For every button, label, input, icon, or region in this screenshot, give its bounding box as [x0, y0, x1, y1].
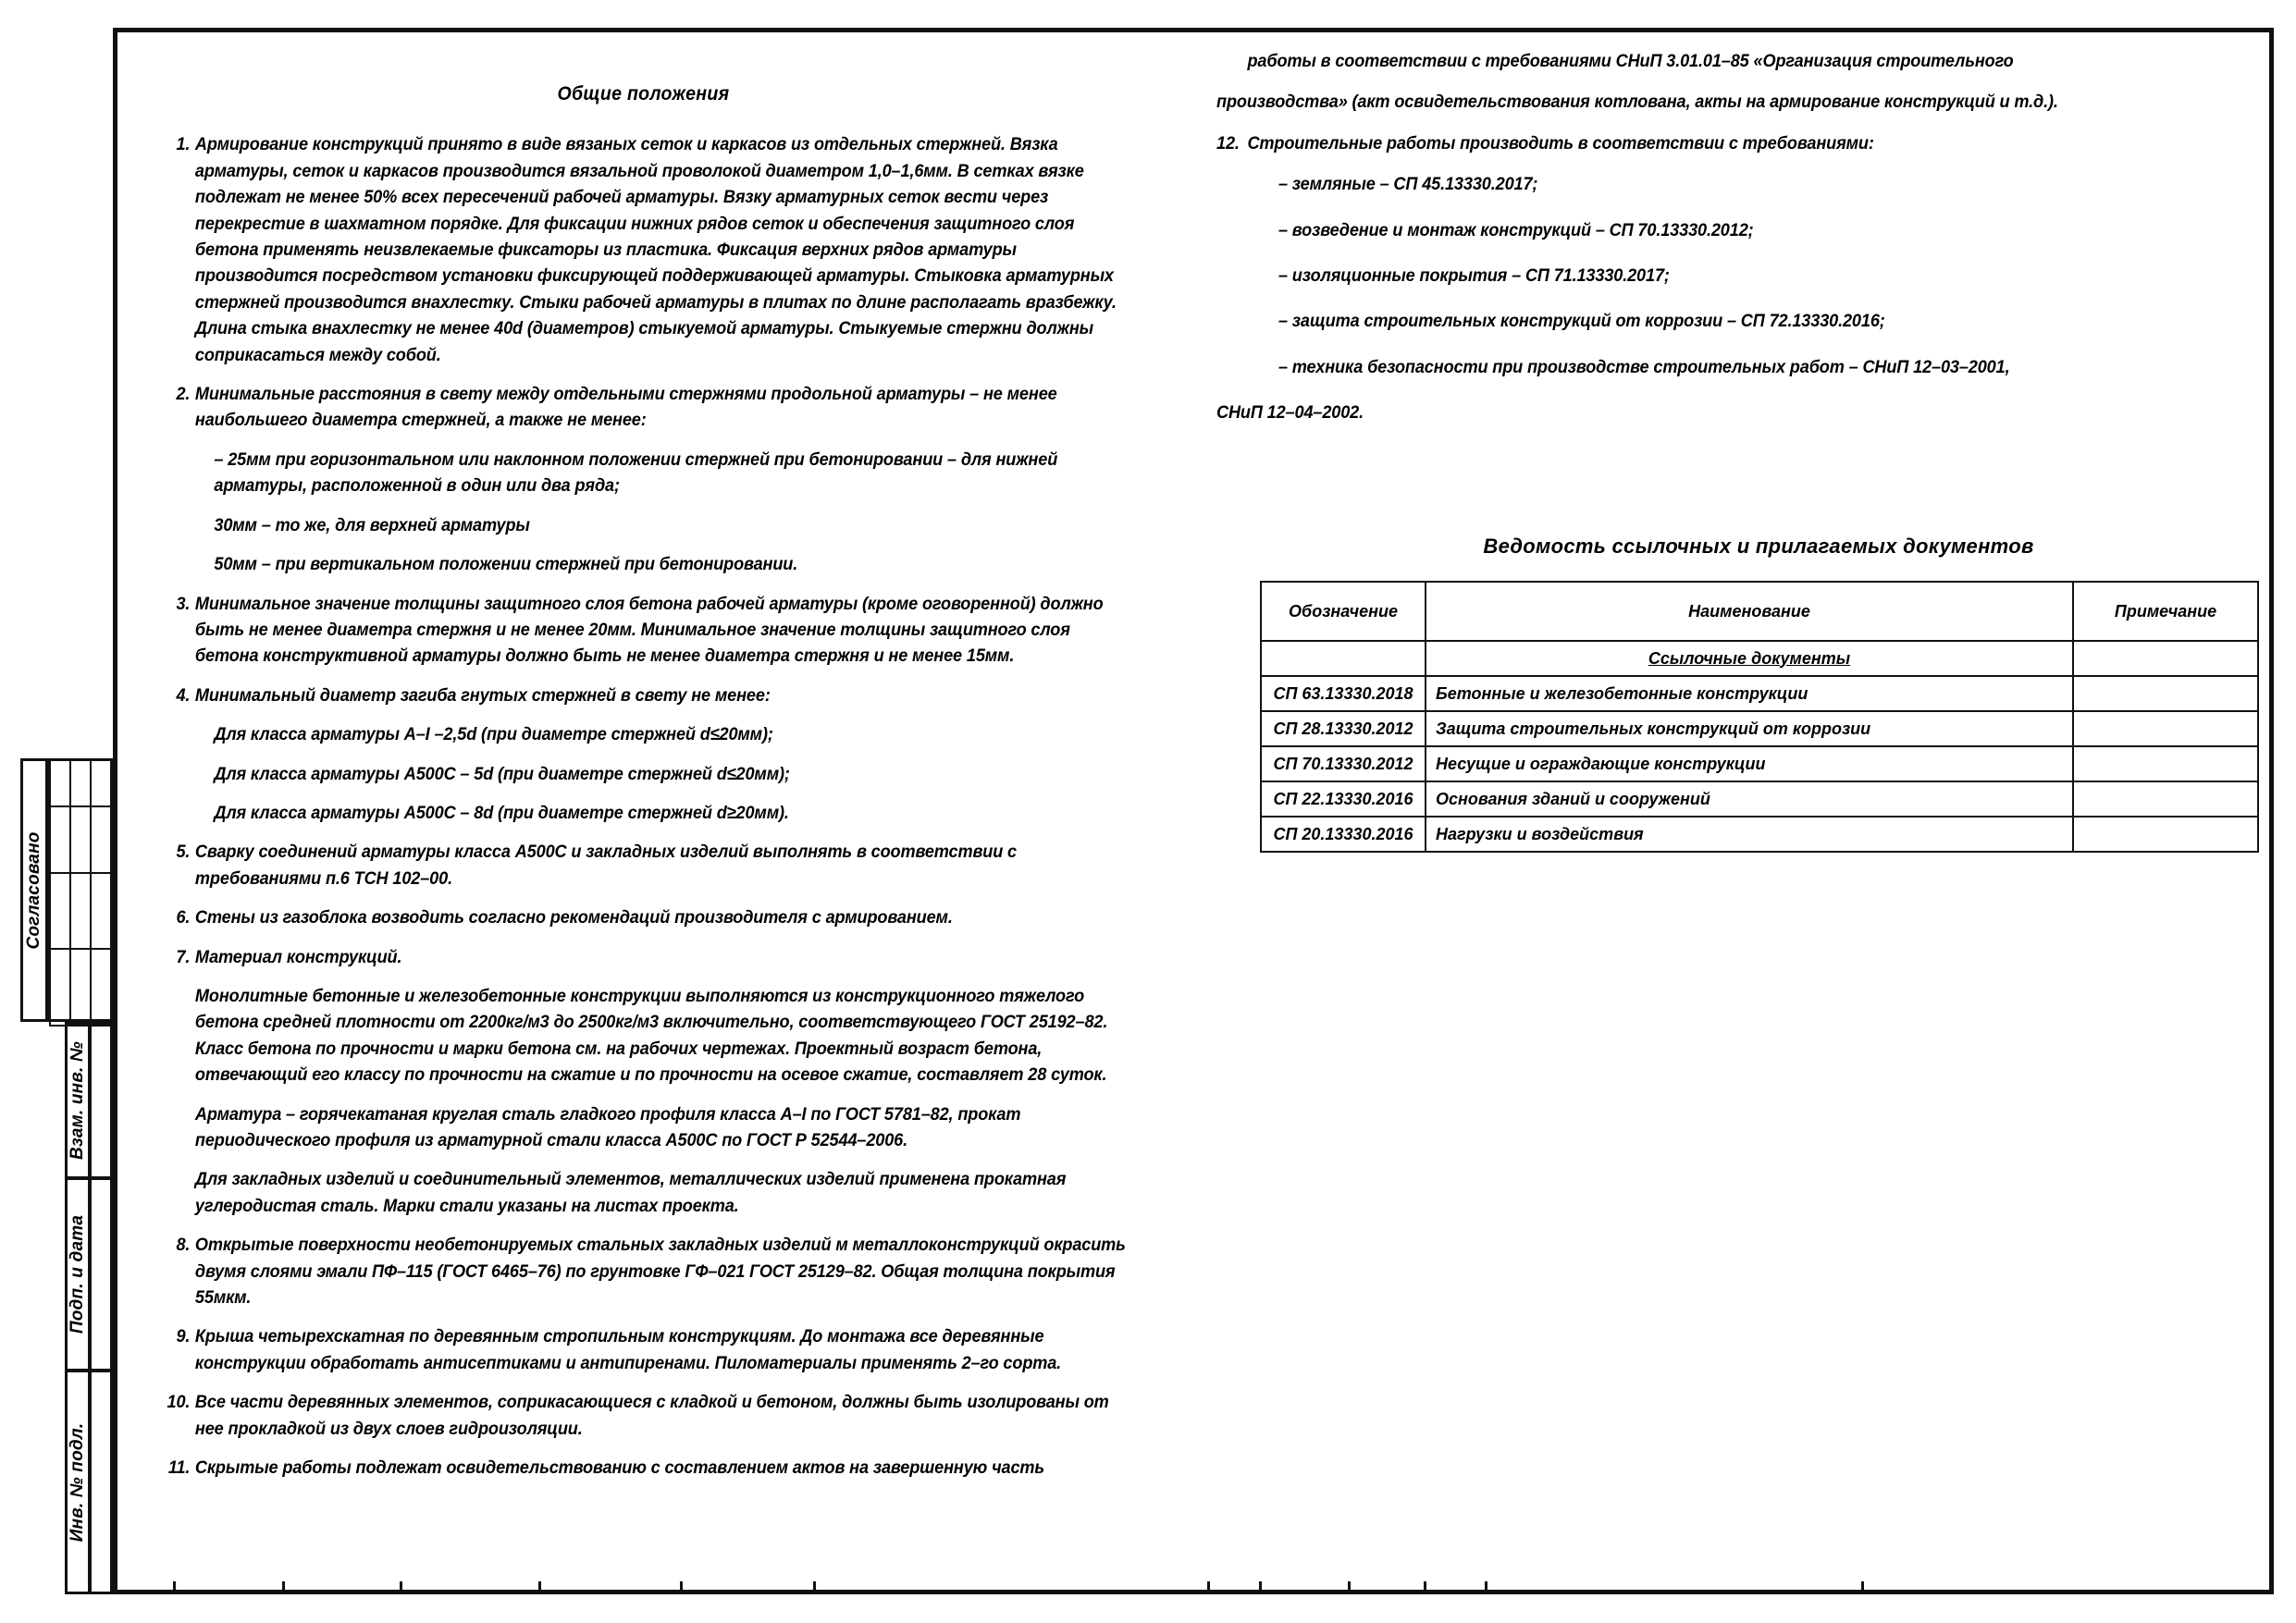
cell-name: Защита строительных конструкций от коррозии	[1426, 711, 2073, 746]
list-item-text: Минимальное значение толщины защитного слоя бетона рабочей арматуры (кроме оговоренной) должно быть не менее диаметра стержня и не менее 20мм. Минимальное значение толщины защитного слоя бетона конструктивной арматуры должно быть не менее диаметра стержня и не менее 15мм.	[194, 593, 1104, 667]
column-header-note: Примечание	[2073, 582, 2258, 641]
list-item-12	[1216, 130, 2180, 156]
list-item-text: Материал конструкций.	[194, 946, 402, 967]
cell-name: Бетонные и железобетонные конструкции	[1426, 676, 2073, 711]
list-item-number: 2.	[176, 384, 191, 405]
list-item-text: Минимальный диаметр загиба гнутых стержней в свету не менее:	[194, 684, 771, 706]
soglasovano-cell	[69, 805, 92, 874]
cell-name: Основания зданий и сооружений	[1426, 781, 2073, 817]
cell-note	[2073, 817, 2258, 852]
list-item	[157, 591, 1129, 670]
table-row	[1261, 746, 2258, 781]
title-block-tick	[1259, 1581, 1262, 1590]
table-group-row	[1261, 641, 2258, 676]
list-item-number: 10.	[167, 1392, 191, 1413]
cell-designation: СП 28.13330.2012	[1261, 711, 1426, 746]
title-block-tick	[813, 1581, 816, 1590]
soglasovano-cell	[49, 805, 71, 874]
cell-note	[2073, 746, 2258, 781]
group-row-note	[2073, 641, 2258, 676]
list-subitem-text: Арматура – горячекатаная круглая сталь гладкого профиля класса А–I по ГОСТ 5781–82, прокат периодического профиля из арматурной стали класса А500С по ГОСТ Р 52544–2006.	[194, 1103, 1021, 1150]
list-item-number: 5.	[176, 842, 191, 863]
column-header-designation: Обозначение	[1261, 582, 1426, 641]
list-item-number: 6.	[176, 907, 191, 928]
list-item	[157, 904, 1129, 930]
title-block-tick	[1348, 1581, 1351, 1590]
title-block-tick	[400, 1581, 402, 1590]
title-block-tick	[173, 1581, 176, 1590]
title-block-tick	[538, 1581, 541, 1590]
column-header-name: Наименование	[1426, 582, 2073, 641]
list-subitem-text: Для класса арматуры А500С – 8d (при диаметре стержней d≥20мм).	[214, 802, 789, 823]
list-subitem-text: Для класса арматуры А500С – 5d (при диаметре стержней d≤20мм);	[214, 763, 790, 784]
list-item-text: Армирование конструкций принято в виде вязаных сеток и каркасов из отдельных стержней. Вязка арматуры, сеток и каркасов производится вязальной проволокой диаметром 1,0–1,6мм. В сетках вязке подлежат не менее 50% всех пересечений рабочей арматуры. Вязку арматурных сеток вести через перекрестие в шахматном порядке. Для фиксации нижних рядов сеток и обеспечения защитного слоя бетона применять неизвлекаемые фиксаторы из пластика. Фиксация верхних рядов арматуры производится посредством установки фиксирующей поддерживающей арматуры. Стыковка арматурных стержней производится внахлестку. Стыки рабочей арматуры в плитах по длине располагать вразбежку. Длина стыка внахлестку не менее 40d (диаметров) стыкуемой арматуры. Стыкуемые стержни должны соприкасаться между собой.	[194, 134, 1117, 365]
list-item-text: Стены из газоблока возводить согласно рекомендаций производителя с армированием.	[194, 907, 953, 928]
list-item	[157, 1389, 1129, 1442]
list-item-number: 8.	[176, 1235, 191, 1256]
soglasovano-cell	[69, 948, 92, 1027]
list-item	[157, 1323, 1129, 1376]
list-item-text: Все части деревянных элементов, соприкасающиеся с кладкой и бетоном, должны быть изолированы от нее прокладкой из двух слоев гидроизоляции.	[194, 1392, 1109, 1439]
continuation-text-line-2: производства» (акт освидетельствования котлована, акты на армирование конструкций и т.д.).	[1216, 92, 2058, 113]
list-item-text: Крыша четырехскатная по деревянным стропильным конструкциям. До монтажа все деревянные конструкции обработать антисептиками и антипиренами. Пиломатериалы применять 2–го сорта.	[194, 1326, 1062, 1373]
list-item-body	[195, 1323, 1129, 1376]
list-item-text: Строительные работы производить в соответствии с требованиями:	[1247, 132, 1874, 154]
list-item-body	[195, 1389, 1129, 1442]
cell-name: Нагрузки и воздействия	[1426, 817, 2073, 852]
list-item	[157, 682, 1129, 827]
stamp-label-soglasovano: Согласовано	[24, 830, 43, 950]
table-header-row	[1261, 582, 2258, 641]
requirement-tail-text: СНиП 12–04–2002.	[1216, 402, 1364, 424]
group-row-designation	[1261, 641, 1426, 676]
list-item	[157, 1232, 1129, 1310]
list-item-text: Сварку соединений арматуры класса А500С и закладных изделий выполнять в соответствии с требованиями п.6 ТСН 102–00.	[194, 842, 1018, 889]
reference-documents-table	[1260, 581, 2259, 853]
cell-designation: СП 20.13330.2016	[1261, 817, 1426, 852]
list-item	[157, 944, 1129, 1220]
vzam-inv-label-cell	[65, 1022, 91, 1179]
title-block-tick	[282, 1581, 285, 1590]
list-item-body	[195, 381, 1129, 577]
stamp-label-podp-data: Подп. и дата	[68, 1214, 87, 1334]
title-block-tick	[1207, 1581, 1210, 1590]
list-item-number: 9.	[176, 1326, 191, 1347]
title-block-tick	[1485, 1581, 1487, 1590]
list-subitem-text: 30мм – то же, для верхней арматуры	[214, 514, 530, 535]
title-block-tick	[1424, 1581, 1426, 1590]
table-row	[1261, 711, 2258, 746]
list-item	[157, 131, 1129, 368]
soglasovano-grid	[48, 758, 113, 1022]
cell-note	[2073, 676, 2258, 711]
list-item-number: 3.	[176, 593, 191, 614]
list-item-text: Открытые поверхности необетонируемых стальных закладных изделий м металлоконструкций окрасить двумя слоями эмали ПФ–115 (ГОСТ 6465–76) по грунтовке ГФ–021 ГОСТ 25129–82. Общая толщина покрытия 55мкм.	[194, 1235, 1126, 1309]
stamp-label-inv-podl: Инв. № подл.	[68, 1422, 87, 1542]
soglasovano-cell	[69, 759, 92, 807]
soglasovano-cell	[69, 872, 92, 950]
list-item	[157, 1455, 1129, 1481]
group-label-text: Ссылочные документы	[1648, 648, 1851, 668]
soglasovano-label-cell	[20, 758, 48, 1022]
title-block-tick	[1861, 1581, 1864, 1590]
requirement-dash-item: – возведение и монтаж конструкций – СП 70.13330.2012;	[1278, 219, 1754, 240]
left-margin-stamp-column	[20, 28, 113, 1594]
list-subitem-text: – 25мм при горизонтальном или наклонном положении стержней при бетонировании – для нижней арматуры, расположенной в один или два ряда;	[214, 449, 1058, 497]
vzam-inv-value-cell	[89, 1022, 113, 1179]
inv-podl-value-cell	[89, 1370, 113, 1594]
list-item-body	[195, 591, 1129, 670]
list-item-text: Минимальные расстояния в свету между отдельными стержнями продольной арматуры – не менее наибольшего диаметра стержней, а также не менее:	[194, 384, 1057, 431]
requirement-dash-item: – земляные – СП 45.13330.2017;	[1278, 174, 1538, 195]
table-row	[1261, 817, 2258, 852]
continuation-text-line-1: работы в соответствии с требованиями СНиП 3.01.01–85 «Организация строительного	[1247, 51, 2014, 71]
list-item-number: 11.	[167, 1457, 191, 1479]
soglasovano-cell	[49, 872, 71, 950]
list-subitem-text: Для класса арматуры А–I –2,5d (при диаметре стержней d≤20мм);	[214, 724, 773, 745]
requirement-dash-item: – изоляционные покрытия – СП 71.13330.2017;	[1278, 265, 1670, 287]
list-item-number: 12.	[1216, 132, 1240, 154]
list-item-number: 4.	[176, 684, 191, 706]
list-item-number: 1.	[176, 134, 191, 155]
cell-name: Несущие и ограждающие конструкции	[1426, 746, 2073, 781]
list-item-text: Скрытые работы подлежат освидетельствованию с составлением актов на завершенную часть	[194, 1457, 1045, 1479]
list-subitem-text: Монолитные бетонные и железобетонные конструкции выполняются из конструкционного тяжелого бетона средней плотности от 2200кг/м3 до 2500кг/м3 включительно, соответствующего ГОСТ 25192–82. Класс бетона по прочности и марки бетона см. на рабочих чертежах. Проектный возраст бетона, отвечающий его классу по прочности на сжатие и по прочности на осевое сжатие, составляет 28 суток.	[194, 985, 1108, 1086]
podp-data-label-cell	[65, 1177, 91, 1371]
ref-table-title: Ведомость ссылочных и прилагаемых документов	[1483, 535, 2034, 558]
list-item-body	[195, 682, 1129, 827]
list-item-body	[195, 1455, 1129, 1481]
right-notes-column	[1216, 48, 2180, 426]
soglasovano-cell	[49, 948, 71, 1027]
title-block-tick	[680, 1581, 683, 1590]
list-item-number: 7.	[176, 946, 191, 967]
group-row-label	[1426, 641, 2073, 676]
general-provisions-column	[157, 81, 1129, 1494]
list-subitem-text: Для закладных изделий и соединительный элементов, металлических изделий применена прокатная углеродистая сталь. Марки стали указаны на листах проекта.	[194, 1169, 1067, 1216]
requirement-dash-item: – техника безопасности при производстве строительных работ – СНиП 12–03–2001,	[1278, 356, 2010, 377]
cell-designation: СП 70.13330.2012	[1261, 746, 1426, 781]
list-item-body	[195, 944, 1129, 1220]
list-item-body	[195, 131, 1129, 368]
table-row	[1261, 781, 2258, 817]
cell-designation: СП 63.13330.2018	[1261, 676, 1426, 711]
inv-podl-label-cell	[65, 1370, 91, 1594]
page-title: Общие положения	[557, 83, 730, 105]
requirement-dash-item: – защита строительных конструкций от коррозии – СП 72.13330.2016;	[1278, 311, 1885, 332]
cell-note	[2073, 711, 2258, 746]
list-subitem-text: 50мм – при вертикальном положении стержней при бетонировании.	[214, 554, 798, 575]
list-item-body	[195, 839, 1129, 891]
podp-data-value-cell	[89, 1177, 113, 1371]
table-row	[1261, 676, 2258, 711]
cell-note	[2073, 781, 2258, 817]
soglasovano-cell	[49, 759, 71, 807]
list-item-body	[195, 1232, 1129, 1310]
list-item	[157, 381, 1129, 577]
cell-designation: СП 22.13330.2016	[1261, 781, 1426, 817]
general-provisions-list	[157, 131, 1129, 1481]
stamp-label-vzam-inv: Взам. инв. №	[68, 1041, 87, 1160]
list-item	[157, 839, 1129, 891]
list-item-body	[195, 904, 1129, 930]
